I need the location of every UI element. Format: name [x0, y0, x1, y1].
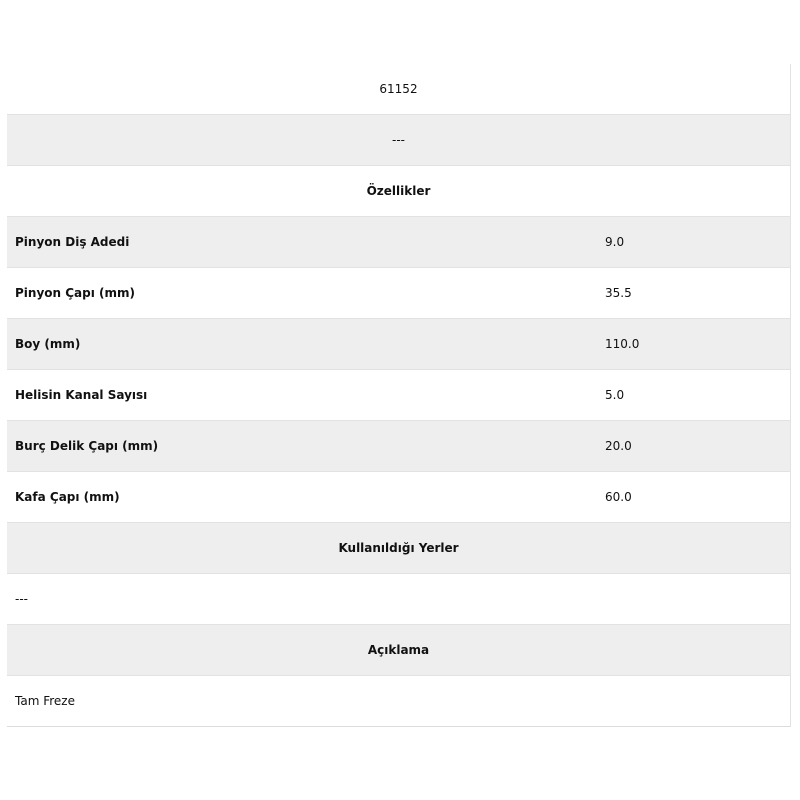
features-heading-row: [7, 166, 790, 217]
description-text: Tam Freze: [15, 694, 75, 708]
features-heading: Özellikler: [366, 184, 431, 198]
spec-value: 9.0: [605, 235, 625, 249]
usage-text: ---: [15, 592, 28, 606]
spec-row: [7, 268, 790, 319]
spec-value: 35.5: [605, 286, 632, 300]
spec-label: Burç Delik Çapı (mm): [15, 439, 159, 453]
description-heading: Açıklama: [367, 643, 430, 657]
usage-row: [7, 574, 790, 625]
product-subtitle-row: [7, 115, 790, 166]
spec-value: 60.0: [605, 490, 632, 504]
usage-heading-row: [7, 523, 790, 574]
usage-heading: Kullanıldığı Yerler: [338, 541, 459, 555]
spec-value: 110.0: [605, 337, 640, 351]
spec-row: [7, 472, 790, 523]
spec-label: Helisin Kanal Sayısı: [15, 388, 148, 402]
spec-row: [7, 370, 790, 421]
spec-row: [7, 421, 790, 472]
description-row: [7, 676, 790, 727]
spec-value: 20.0: [605, 439, 632, 453]
product-spec-table: [7, 64, 791, 727]
product-code: 61152: [379, 82, 418, 96]
spec-value: 5.0: [605, 388, 625, 402]
spec-label: Pinyon Diş Adedi: [15, 235, 130, 249]
spec-row: [7, 319, 790, 370]
spec-row: [7, 217, 790, 268]
spec-label: Kafa Çapı (mm): [15, 490, 120, 504]
spec-label: Pinyon Çapı (mm): [15, 286, 135, 300]
description-heading-row: [7, 625, 790, 676]
product-subtitle: ---: [392, 133, 405, 147]
product-code-row: [7, 64, 790, 115]
spec-label: Boy (mm): [15, 337, 81, 351]
